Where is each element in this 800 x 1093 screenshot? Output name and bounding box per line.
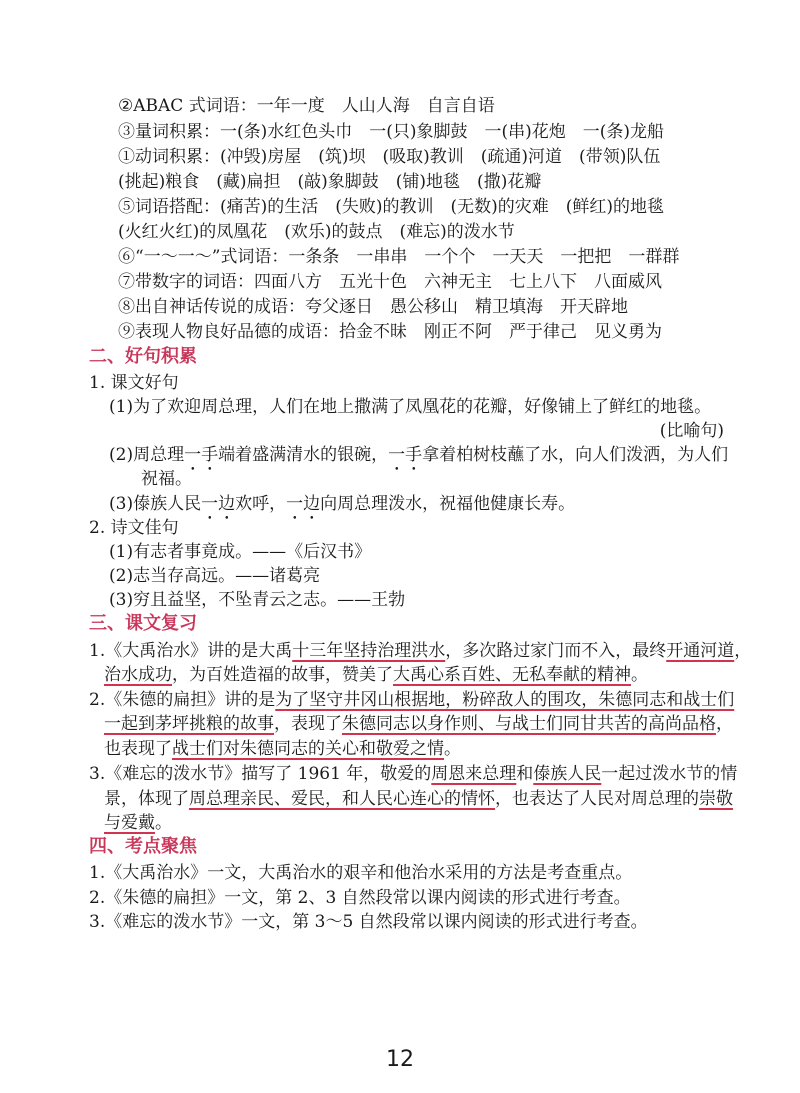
vocab-item: ⑦带数字的词语：四面八方 五光十色 六神无主 七上八下 八面威风 (118, 272, 662, 292)
focus-item: 1.《大禹治水》一文，大禹治水的艰辛和他治水采用的方法是考查重点。 (89, 863, 633, 883)
poem-1: (1)有志者事竟成。——《后汉书》 (109, 542, 372, 562)
vocab-item: (挑起)粮食 (藏)扁担 (敲)象脚鼓 (铺)地毯 (撒)花瓣 (118, 172, 542, 192)
subheading-text-sentences: 1. 课文好句 (89, 373, 179, 393)
review-3-cont: 与爱戴。 (104, 813, 172, 833)
sentence-1-note: (比喻句) (659, 421, 724, 441)
page-number: 12 (386, 1047, 414, 1072)
focus-item: 2.《朱德的扁担》一文，第 2、3 自然段常以课内阅读的形式进行考查。 (89, 888, 631, 908)
review-1-cont: 治水成功，为百姓造福的故事，赞美了大禹心系百姓、无私奉献的精神。 (104, 665, 648, 685)
vocab-item: ②ABAC 式词语：一年一度 人山人海 自言自语 (118, 96, 495, 116)
section-heading-sentences: 二、好句积累 (89, 346, 197, 367)
review-3: 3.《难忘的泼水节》描写了 1961 年，敬爱的周恩来总理和傣族人民一起过泼水节的情 (89, 764, 738, 784)
vocab-item: ⑥“一～一～”式词语：一条条 一串串 一个个 一天天 一把把 一群群 (118, 247, 680, 267)
section-heading-review: 三、课文复习 (89, 613, 197, 634)
sentence-3: (3)傣族人民一边欢呼，一边向周总理泼水，祝福他健康长寿。 (109, 494, 576, 514)
review-2-cont: 也表现了战士们对朱德同志的关心和敬爱之情。 (104, 739, 461, 759)
sentence-2: (2)周总理一手端着盛满清水的银碗，一手拿着柏树枝蘸了水，向人们泼洒，为人们 (109, 445, 729, 465)
sentence-2-cont: 祝福。 (141, 469, 192, 489)
vocab-item: ①动词积累：(冲毁)房屋 (筑)坝 (吸取)教训 (疏通)河道 (带领)队伍 (118, 147, 661, 167)
emphasis-word: 一手 (388, 445, 423, 465)
poem-2: (2)志当存高远。——诸葛亮 (109, 566, 321, 586)
review-1: 1.《大禹治水》讲的是大禹十三年坚持治理洪水，多次路过家门而不入，最终开通河道， (89, 641, 752, 661)
vocab-item: ③量词积累：一(条)水红色头巾 一(只)象脚鼓 一(串)花炮 一(条)龙船 (118, 122, 665, 142)
focus-item: 3.《难忘的泼水节》一文，第 3～5 自然段常以课内阅读的形式进行考查。 (89, 912, 648, 932)
subheading-poems: 2. 诗文佳句 (89, 518, 179, 538)
emphasis-word: 一边 (286, 494, 321, 514)
vocab-item: ⑤词语搭配：(痛苦)的生活 (失败)的教训 (无数)的灾难 (鲜红)的地毯 (118, 197, 665, 217)
vocab-item: ⑨表现人物良好品德的成语：拾金不昧 刚正不阿 严于律己 见义勇为 (118, 322, 662, 342)
emphasis-word: 一手 (184, 445, 219, 465)
sentence-1: (1)为了欢迎周总理，人们在地上撒满了凤凰花的花瓣，好像铺上了鲜红的地毯。 (109, 397, 712, 417)
review-2: 2.《朱德的扁担》讲的是为了坚守井冈山根据地，粉碎敌人的围攻，朱德同志和战士们 (89, 690, 735, 710)
poem-3: (3)穷且益坚，不坠青云之志。——王勃 (109, 590, 406, 610)
vocab-item: (火红火红)的凤凰花 (欢乐)的鼓点 (难忘)的泼水节 (118, 222, 515, 242)
review-2-cont: 一起到茅坪挑粮的故事，表现了朱德同志以身作则、与战士们同甘共苦的高尚品格， (104, 714, 733, 734)
section-heading-focus: 四、考点聚焦 (89, 836, 197, 857)
review-3-cont: 景，体现了周总理亲民、爱民，和人民心连心的情怀，也表达了人民对周总理的崇敬 (104, 789, 733, 809)
vocab-item: ⑧出自神话传说的成语：夸父逐日 愚公移山 精卫填海 开天辟地 (118, 297, 628, 317)
emphasis-word: 一边 (201, 494, 236, 514)
